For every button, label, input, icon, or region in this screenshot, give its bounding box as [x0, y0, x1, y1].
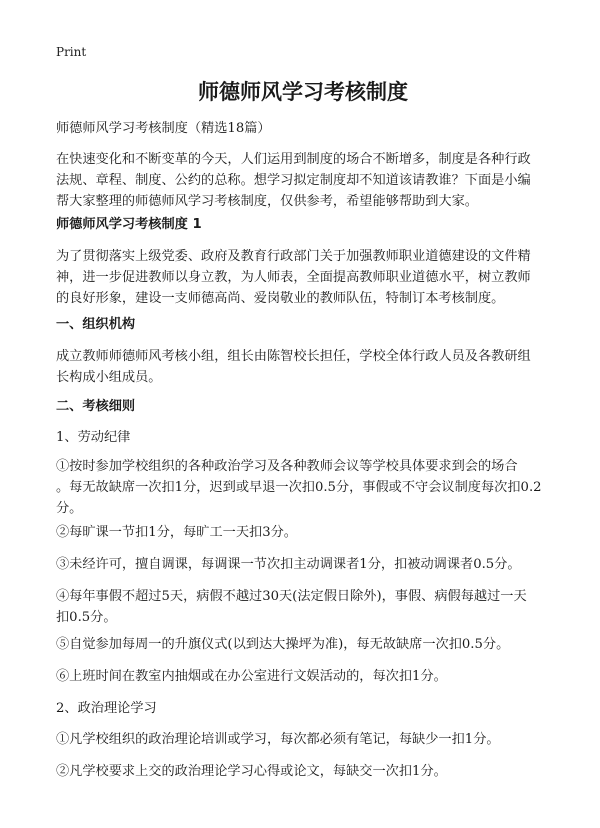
politics-item-line: ②凡学校要求上交的政治理论学习心得或论文，每缺交一次扣1分。 — [56, 764, 447, 779]
intro-line: 帮大家整理的师德师风学习考核制度，仅供参考，希望能够帮助到大家。 — [56, 194, 478, 209]
politics-heading — [56, 698, 550, 719]
labor-item-line: 。每无故缺席一次扣1分，迟到或早退一次扣0.5分，事假或不守会议制度每次扣0.2 — [56, 480, 542, 495]
labor-item-6 — [56, 666, 550, 687]
labor-item-1 — [56, 456, 550, 519]
labor-item-line: ⑤自觉参加每周一的升旗仪式(以到达大操坪为准)，每无故缺席一次扣0.5分。 — [56, 637, 510, 652]
page-title: 师德师风学习考核制度 — [198, 80, 408, 104]
subtitle-text: 师德师风学习考核制度（精选18篇） — [56, 121, 271, 136]
org-heading — [56, 314, 550, 335]
politics-item-2 — [56, 761, 550, 782]
subtitle — [56, 118, 550, 139]
print-link[interactable]: Print — [56, 45, 87, 59]
politics-heading-text: 2、政治理论学习 — [56, 701, 157, 716]
rules-heading-text: 二、考核细则 — [56, 399, 136, 414]
section1-line: 的良好形象，建设一支师德高尚、爱岗敬业的教师队伍，特制订本考核制度。 — [56, 291, 505, 306]
politics-item-line: ①凡学校组织的政治理论培训或学习，每次都必须有笔记，每缺少一扣1分。 — [56, 732, 500, 747]
labor-item-line: ③未经许可，擅自调课，每调课一节次扣主动调课者1分，扣被动调课者0.5分。 — [56, 557, 521, 572]
org-line: 成立教师师德师风考核小组，组长由陈智校长担任，学校全体行政人员及各教研组 — [56, 349, 531, 364]
labor-item-line: ②每旷课一节扣1分，每旷工一天扣3分。 — [56, 525, 297, 540]
org-line: 长构成小组成员。 — [56, 370, 162, 385]
section1-heading — [56, 214, 550, 235]
labor-item-line: 分。 — [56, 501, 83, 516]
section1-heading-text: 师德师风学习考核制度 1 — [56, 217, 202, 232]
labor-item-3 — [56, 554, 550, 575]
intro-line: 法规、章程、制度、公约的总称。想学习拟定制度却不知道该请教谁？下面是小编 — [56, 173, 531, 188]
rules-heading — [56, 396, 550, 417]
section1-line: 神，进一步促进教师以身立教，为人师表，全面提高教师职业道德水平，树立教师 — [56, 270, 531, 285]
labor-item-line: 扣0.5分。 — [56, 610, 117, 625]
intro-line: 在快速变化和不断变革的今天，人们运用到制度的场合不断增多，制度是各种行政 — [56, 152, 531, 167]
politics-item-1 — [56, 729, 550, 750]
labor-item-2 — [56, 522, 550, 543]
labor-heading — [56, 427, 550, 448]
org-heading-text: 一、组织机构 — [56, 317, 136, 332]
labor-item-4 — [56, 586, 550, 628]
section1-line: 为了贯彻落实上级党委、政府及教育行政部门关于加强教师职业道德建设的文件精 — [56, 249, 531, 264]
labor-heading-text: 1、劳动纪律 — [56, 430, 131, 445]
labor-item-5 — [56, 634, 550, 655]
labor-item-line: ④每年事假不超过5天，病假不越过30天(法定假日除外)，事假、病假每越过一天 — [56, 589, 527, 604]
org-paragraph — [56, 346, 550, 388]
section1-paragraph — [56, 246, 550, 309]
intro-paragraph — [56, 149, 550, 212]
labor-item-line: ⑥上班时间在教室内抽烟或在办公室进行文娱活动的，每次扣1分。 — [56, 669, 447, 684]
labor-item-line: ①按时参加学校组织的各种政治学习及各种教师会议等学校具体要求到会的场合 — [56, 459, 518, 474]
